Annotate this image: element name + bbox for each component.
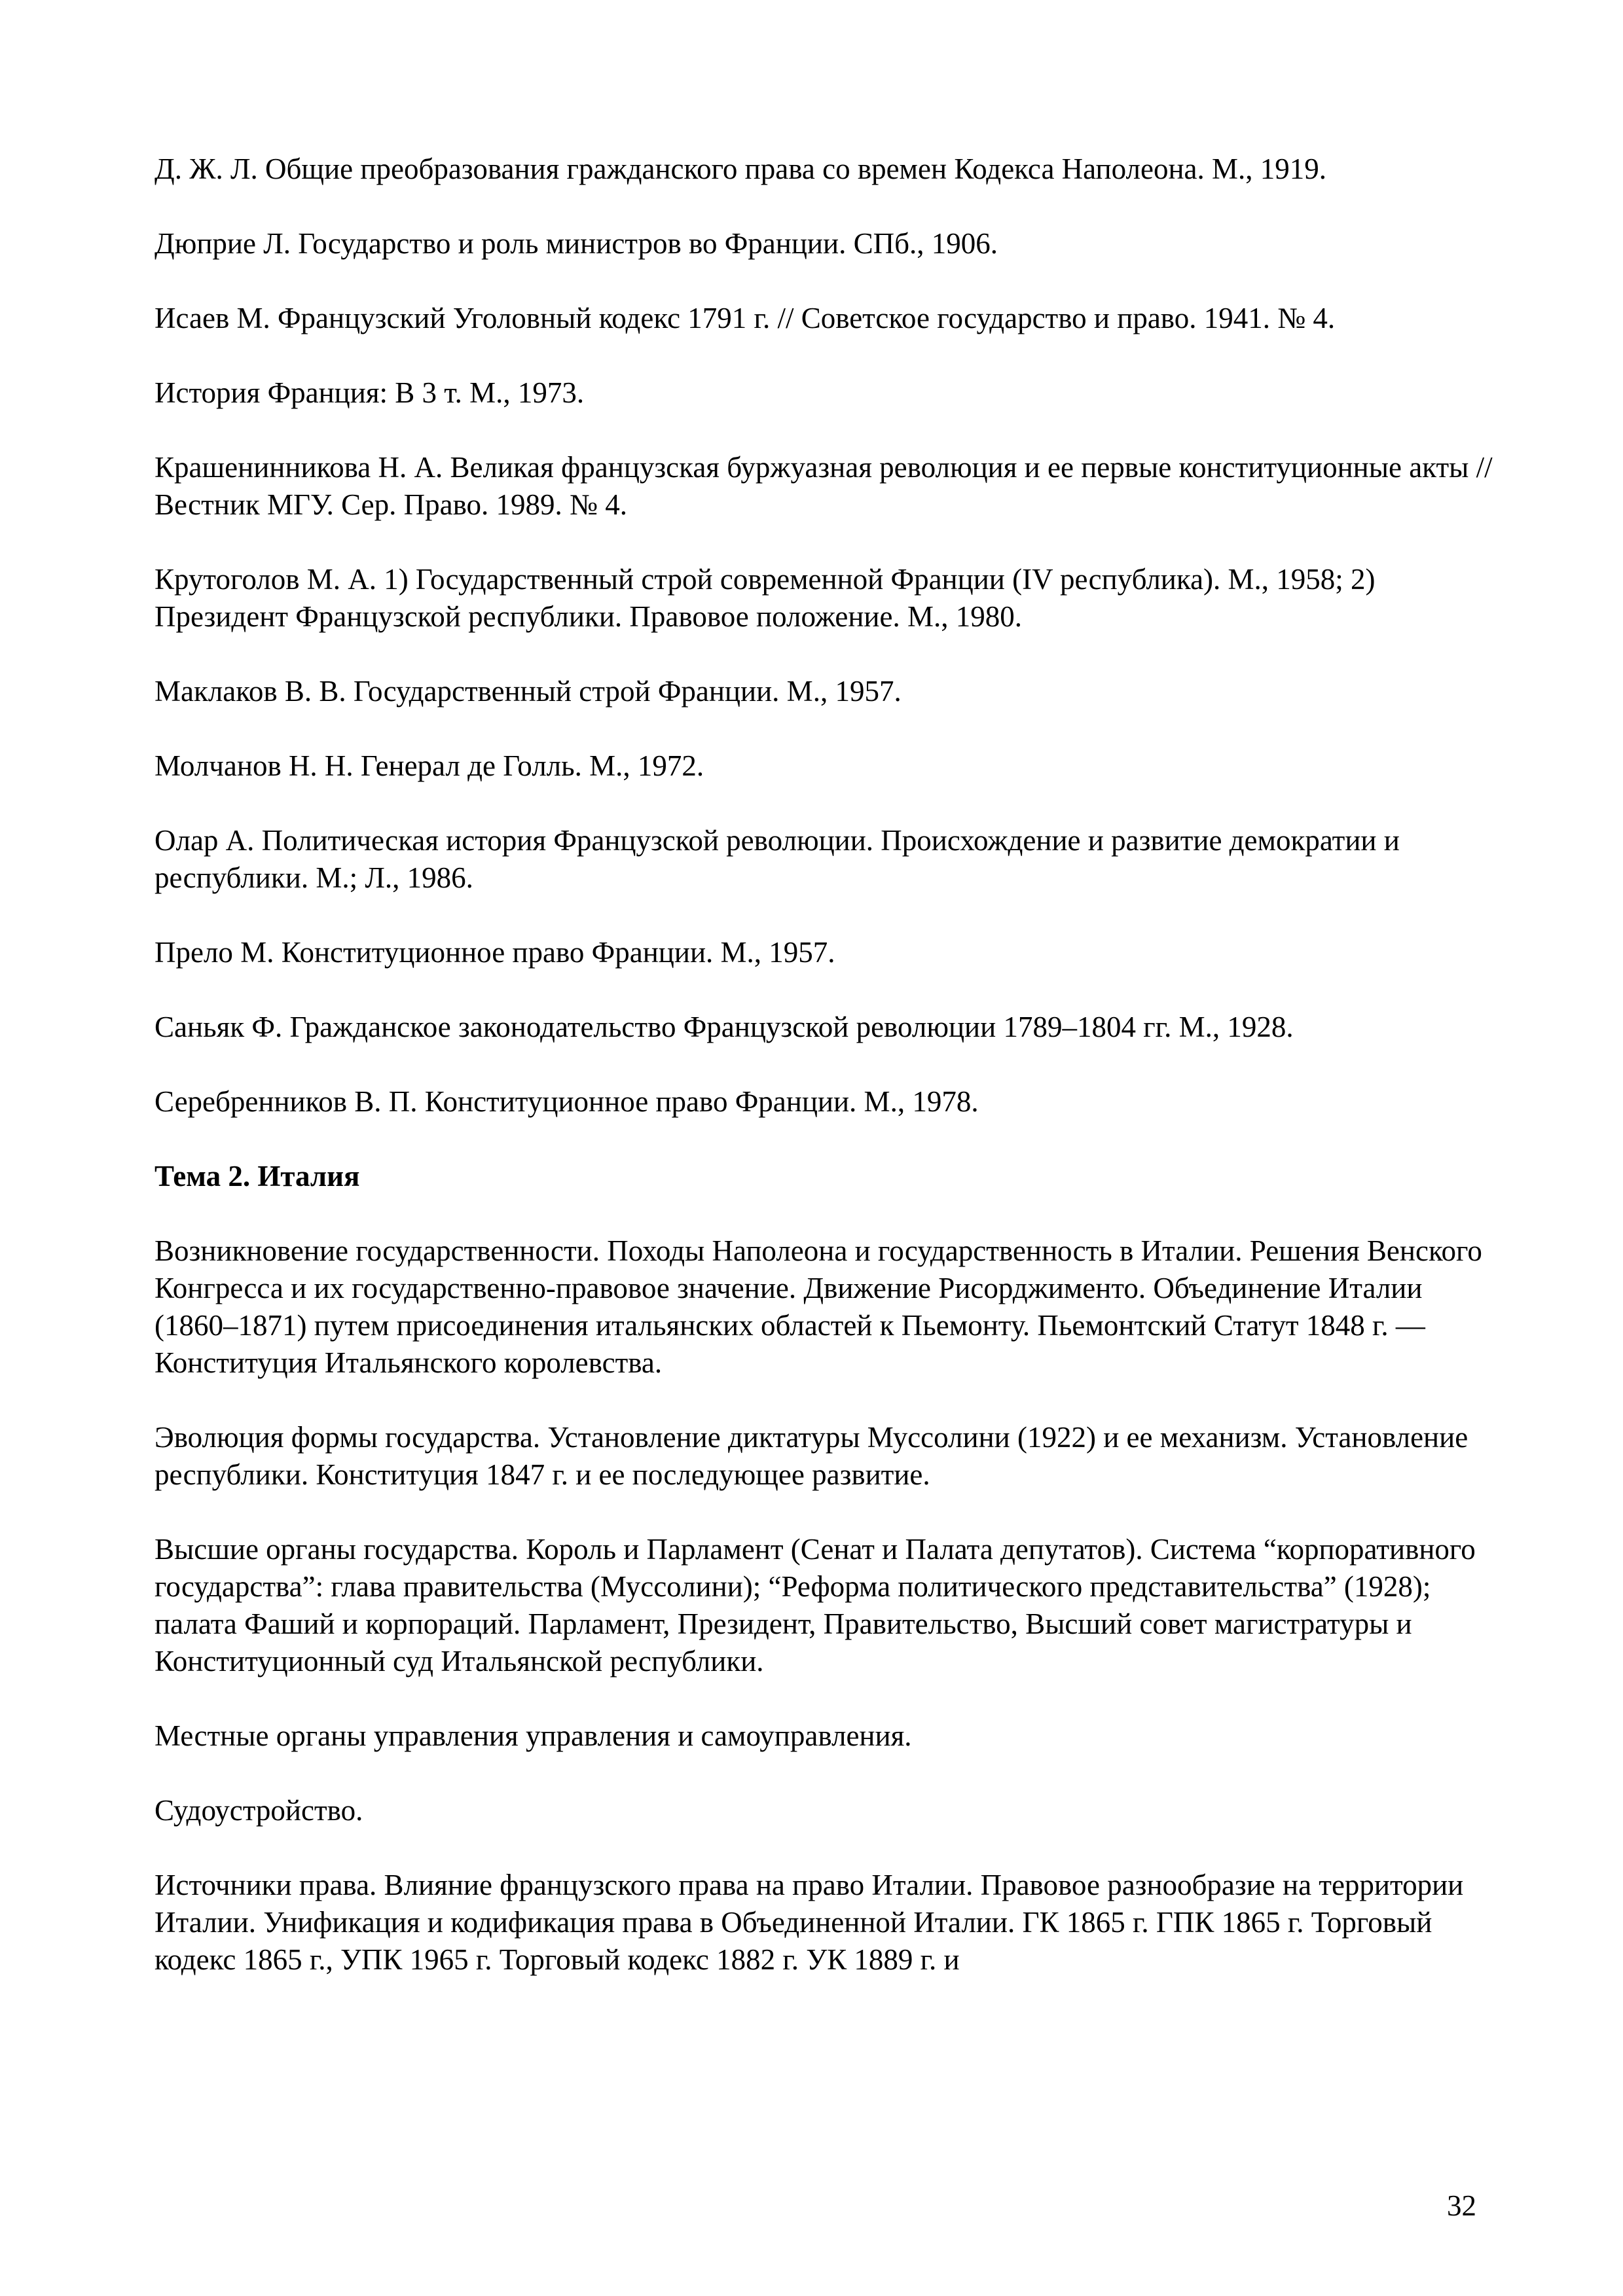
section-paragraph: Эволюция формы государства. Установление диктатуры Муссолини (1922) и ее механизм. Установление республики. Конституция 1847 г. и ее последующее развитие. [155,1421,1468,1491]
reference-entry: Крутоголов М. А. 1) Государственный строй современной Франции (IV республика). М., 1958; 2) Президент Французской республики. Правовое положение. М., 1980. [155,563,1376,633]
section-paragraph: Высшие органы государства. Король и Парламент (Сенат и Палата депутатов). Система “корпоративного государства”: глава правительства (Муссолини); “Реформа политического представительства” (1928); палата Фаший и корпораций. Парламент, Президент, Правительство, Высший совет магистратуры и Конституционный суд Итальянской республики. [155,1533,1476,1677]
reference-entry: Дюприе Л. Государство и роль министров во Франции. СПб., 1906. [155,227,998,260]
section-paragraph: Местные органы управления управления и самоуправления. [155,1719,912,1752]
reference-entry: Прело М. Конституционное право Франции. М., 1957. [155,936,835,969]
page-number: 32 [1447,2189,1476,2222]
section-paragraph: Источники права. Влияние французского права на право Италии. Правовое разнообразие на территории Италии. Унификация и кодификация права в Объединенной Италии. ГК 1865 г. ГПК 1865 г. Торговый кодекс 1865 г., УПК 1965 г. Торговый кодекс 1882 г. УК 1889 г. и [155,1869,1464,1976]
reference-entry: Крашенинникова Н. А. Великая французская буржуазная революция и ее первые конституционные акты // Вестник МГУ. Сер. Право. 1989. № 4. [155,451,1493,521]
section-paragraph: Возникновение государственности. Походы Наполеона и государственность в Италии. Решения Венского Конгресса и их государственно-правовое значение. Движение Рисорджименто. Объединение Италии (1860–1871) путем присоединения итальянских областей к Пьемонту. Пьемонтский Статут 1848 г. — Конституция Итальянского королевства. [155,1234,1482,1379]
section-paragraph: Судоустройство. [155,1794,363,1827]
reference-entry: Исаев М. Французский Уголовный кодекс 1791 г. // Советское государство и право. 1941. № 4. [155,302,1336,334]
reference-entry: Серебренников В. П. Конституционное право Франции. М., 1978. [155,1085,979,1118]
reference-entry: Молчанов Н. Н. Генерал де Голль. М., 1972. [155,749,704,782]
reference-entry: Олар А. Политическая история Французской революции. Происхождение и развитие демократии и республики. М.; Л., 1986. [155,824,1400,894]
reference-entry: Саньяк Ф. Гражданское законодательство Французской революции 1789–1804 гг. М., 1928. [155,1011,1294,1043]
section-heading: Тема 2. Италия [155,1160,360,1193]
reference-entry: История Франция: В 3 т. М., 1973. [155,376,585,409]
page-content [155,151,1497,2016]
reference-entry: Маклаков В. В. Государственный строй Франции. М., 1957. [155,675,902,708]
reference-entry: Д. Ж. Л. Общие преобразования гражданского права со времен Кодекса Наполеона. М., 1919. [155,152,1327,185]
